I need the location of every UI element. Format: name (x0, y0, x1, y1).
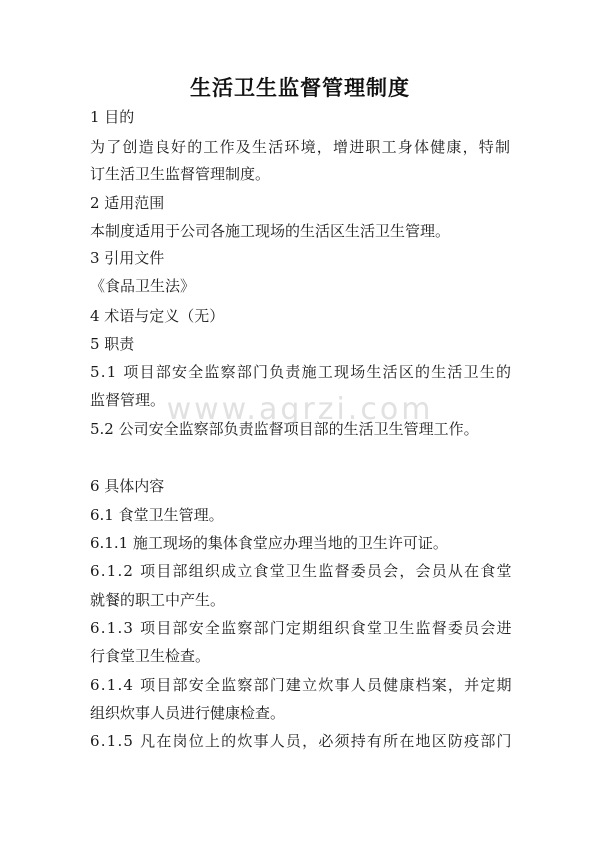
paragraph-line: 组织炊事人员进行健康检查。 (90, 704, 286, 722)
paragraph-line: 6.1.4 项目部安全监察部门建立炊事人员健康档案，并定期 (90, 676, 513, 694)
paragraph-line: 6.1.2 项目部组织成立食堂卫生监督委员会，会员从在食堂 (90, 562, 513, 580)
section-heading-terms: 4 术语与定义（无） (90, 307, 225, 325)
paragraph-line: 6.1 食堂卫生管理。 (90, 506, 224, 524)
watermark: www.agrzi.com (166, 392, 434, 427)
paragraph-line: 6.1.5 凡在岗位上的炊事人员，必须持有所在地区防疫部门 (90, 732, 513, 750)
paragraph-line: 6.1.3 项目部安全监察部门定期组织食堂卫生监督委员会进 (90, 619, 513, 637)
section-heading-references: 3 引用文件 (90, 249, 165, 267)
paragraph-line: 就餐的职工中产生。 (90, 591, 226, 609)
paragraph-line: 《食品卫生法》 (90, 277, 196, 295)
paragraph-line: 行食堂卫生检查。 (90, 647, 211, 665)
paragraph-line: 5.2 公司安全监察部负责监督项目部的生活卫生管理工作。 (90, 420, 479, 438)
paragraph-line: 监督管理。 (90, 391, 166, 409)
section-heading-scope: 2 适用范围 (90, 194, 165, 212)
paragraph-line: 订生活卫生监督管理制度。 (90, 165, 271, 183)
paragraph-line: 本制度适用于公司各施工现场的生活区生活卫生管理。 (90, 222, 451, 240)
paragraph-line: 6.1.1 施工现场的集体食堂应办理当地的卫生许可证。 (90, 534, 448, 552)
document-title: 生活卫生监督管理制度 (190, 76, 410, 100)
section-heading-purpose: 1 目的 (90, 108, 135, 126)
paragraph-line: 5.1 项目部安全监察部门负责施工现场生活区的生活卫生的 (90, 363, 513, 381)
section-heading-contents: 6 具体内容 (90, 477, 165, 495)
section-heading-duties: 5 职责 (90, 335, 135, 353)
paragraph-line: 为了创造良好的工作及生活环境，增进职工身体健康，特制 (90, 138, 512, 156)
